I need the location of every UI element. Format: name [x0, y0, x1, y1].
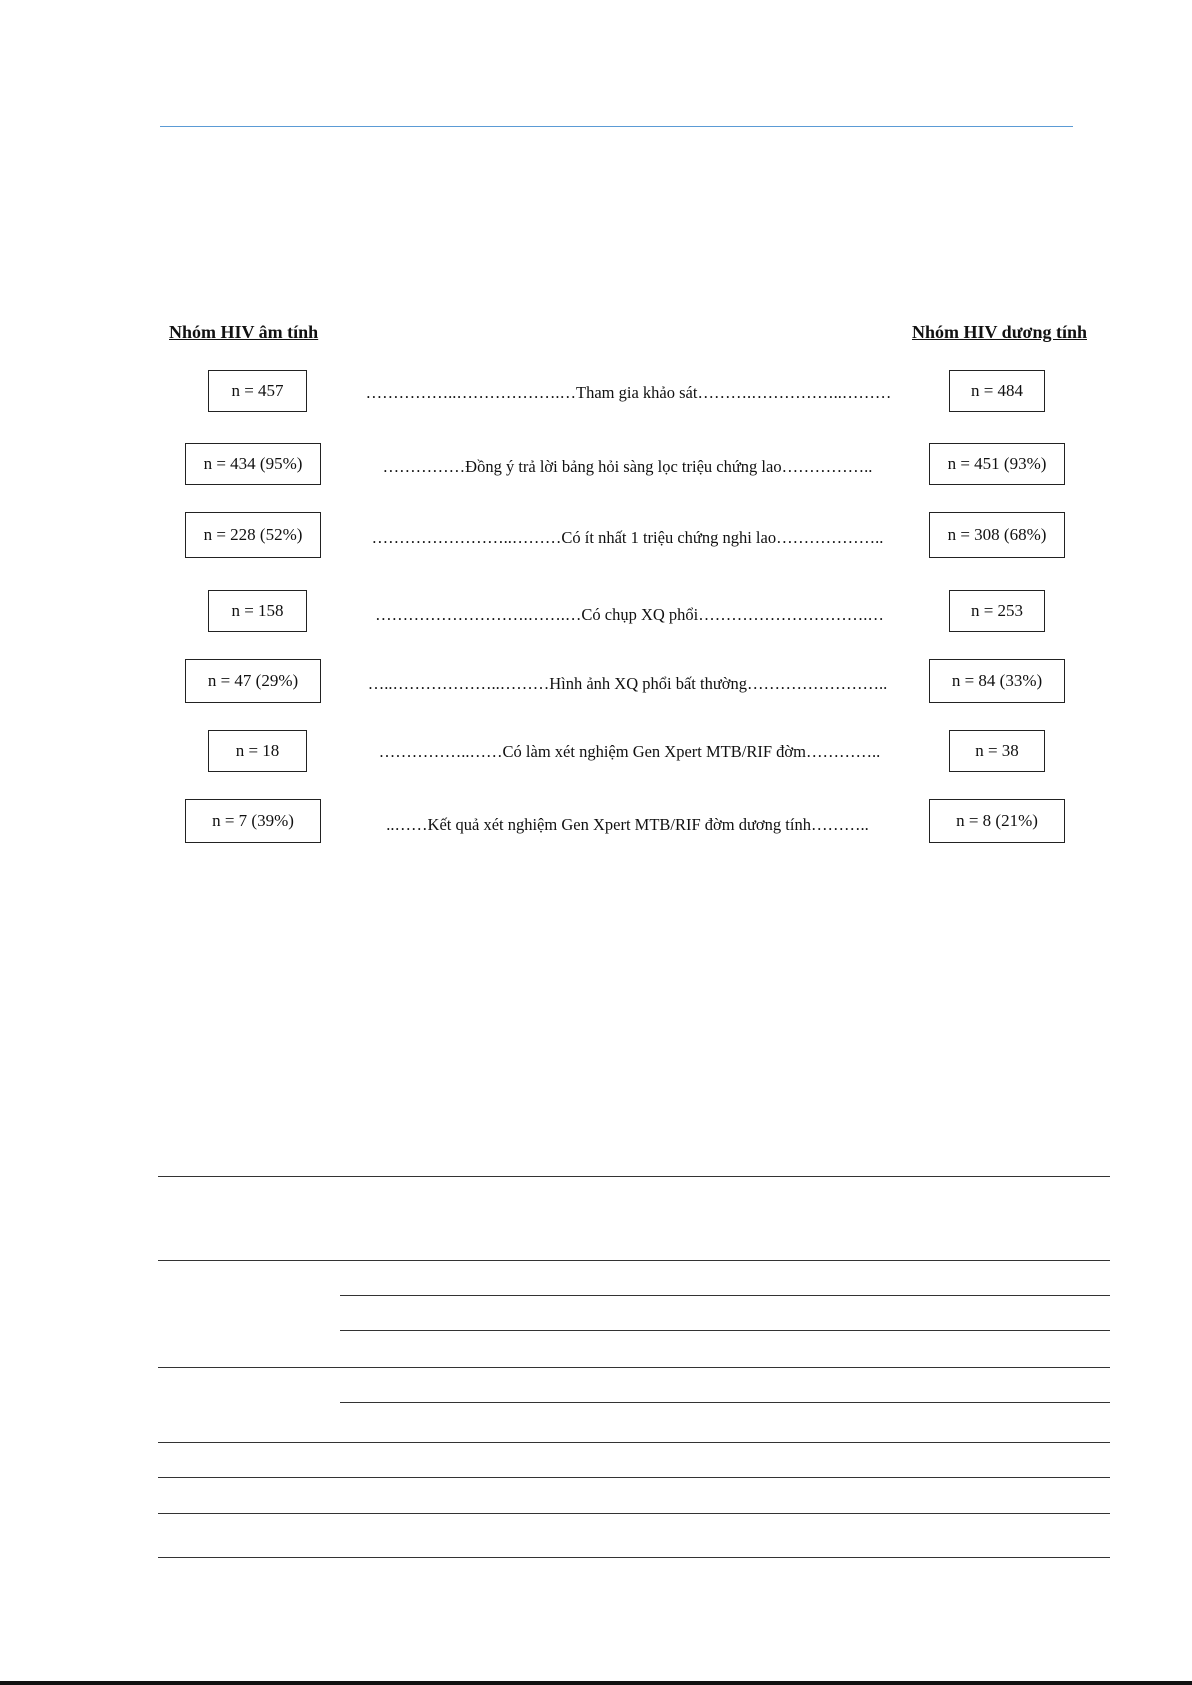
right-box-genexpert-positive: n = 8 (21%) — [929, 799, 1065, 843]
left-box-consent: n = 434 (95%) — [185, 443, 321, 485]
table-row-rule — [158, 1477, 1110, 1478]
step-label-genexpert-positive: ..……Kết quả xét nghiệm Gen Xpert MTB/RIF đờm dương tính……….. — [386, 815, 869, 834]
right-box-symptom: n = 308 (68%) — [929, 512, 1065, 558]
right-group-title: Nhóm HIV dương tính — [912, 322, 1087, 342]
table-row-rule — [340, 1330, 1110, 1331]
step-label-consent: ……………Đồng ý trả lời bảng hỏi sàng lọc triệu chứng lao…………….. — [382, 457, 873, 476]
right-box-participants: n = 484 — [949, 370, 1045, 412]
table-header-rule — [158, 1260, 1110, 1261]
table-row-rule — [340, 1402, 1110, 1403]
right-box-abnormal-xray: n = 84 (33%) — [929, 659, 1065, 703]
step-label-genexpert-test: ……………..……Có làm xét nghiệm Gen Xpert MTB/RIF đờm………….. — [378, 742, 881, 761]
table-group-rule — [158, 1367, 1110, 1368]
step-label-participants: ……………..……………….…Tham gia khảo sát……….……………..……… — [365, 383, 892, 402]
left-box-participants: n = 457 — [208, 370, 307, 412]
table-group-rule — [158, 1442, 1110, 1443]
left-box-symptom: n = 228 (52%) — [185, 512, 321, 558]
table-skeleton — [158, 1176, 1110, 1558]
right-box-consent: n = 451 (93%) — [929, 443, 1065, 485]
table-row-rule — [158, 1513, 1110, 1514]
left-box-abnormal-xray: n = 47 (29%) — [185, 659, 321, 703]
step-label-xray: ……………………….…….…Có chụp XQ phổi………………………….… — [375, 605, 884, 624]
left-group-title: Nhóm HIV âm tính — [169, 322, 319, 342]
left-box-xray: n = 158 — [208, 590, 307, 632]
left-box-genexpert-test: n = 18 — [208, 730, 307, 772]
step-label-abnormal-xray: …..………………..………Hình ảnh XQ phổi bất thường…………………….. — [367, 674, 888, 693]
page-bottom-bar — [0, 1681, 1192, 1685]
table-bottom-rule — [158, 1557, 1110, 1558]
right-box-genexpert-test: n = 38 — [949, 730, 1045, 772]
right-box-xray: n = 253 — [949, 590, 1045, 632]
left-box-genexpert-positive: n = 7 (39%) — [185, 799, 321, 843]
table-top-rule — [158, 1176, 1110, 1177]
step-label-symptom: ……………………..………Có ít nhất 1 triệu chứng nghi lao……………….. — [371, 528, 884, 547]
table-row-rule — [340, 1295, 1110, 1296]
